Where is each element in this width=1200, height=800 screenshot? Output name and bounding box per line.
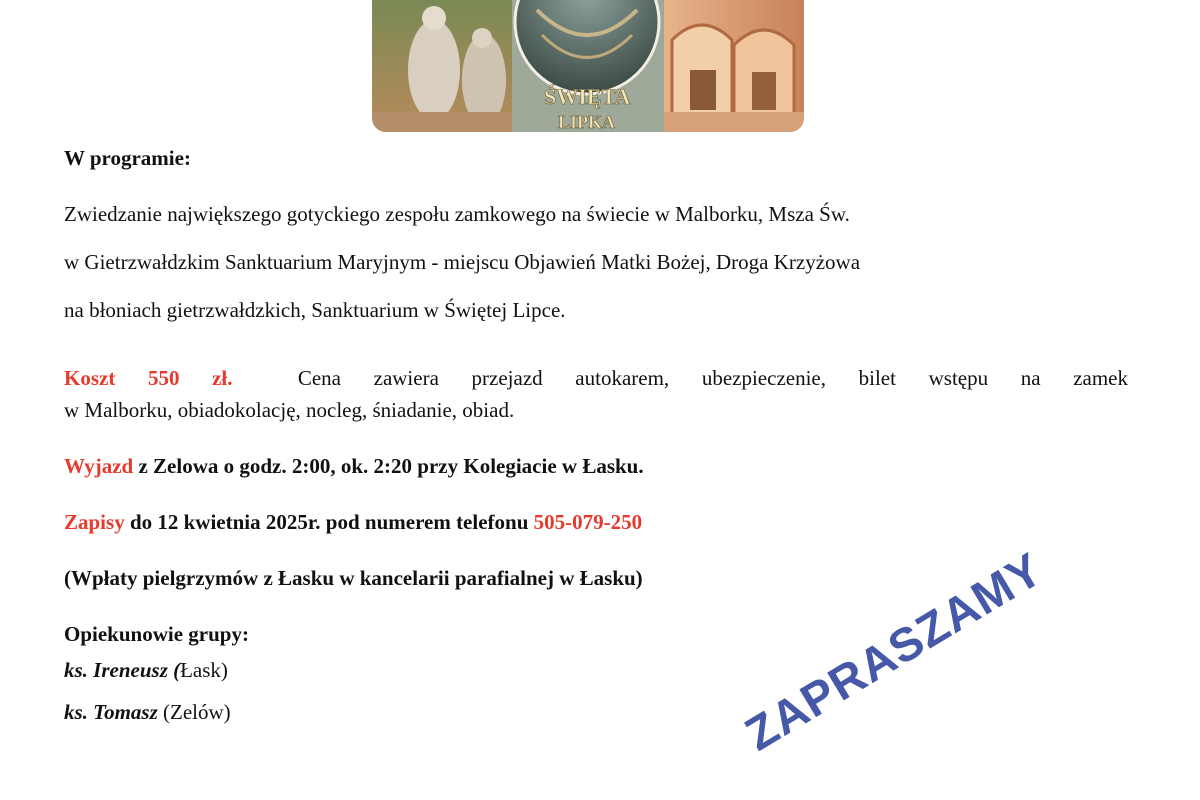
registration-line bbox=[64, 508, 642, 536]
statue-left bbox=[408, 20, 460, 120]
departure-label: Wyjazd bbox=[64, 454, 134, 478]
collage-caption-line2: LIPKA bbox=[558, 112, 616, 132]
guardians-heading: Opiekunowie grupy: bbox=[64, 622, 249, 646]
guardian-name: ks. Ireneusz ( bbox=[64, 658, 181, 682]
departure-line bbox=[64, 452, 644, 480]
program-line-3: na błoniach gietrzwałdzkich, Sanktuarium w Świętej Lipce. bbox=[64, 298, 566, 322]
sanctuary-collage-image bbox=[372, 0, 804, 132]
guardian-place: Łask) bbox=[180, 658, 228, 682]
registration-phone: 505-079-250 bbox=[533, 510, 643, 534]
guardian-item bbox=[64, 698, 231, 726]
stamp-text: ZAPRASZAMY bbox=[735, 541, 1052, 761]
cost-label: Koszt 550 zł. bbox=[64, 366, 233, 390]
guardian-item bbox=[64, 656, 228, 684]
cost-description-2: w Malborku, obiadokolację, nocleg, śniadanie, obiad. bbox=[64, 398, 515, 422]
program-line-2: w Gietrzwałdzkim Sanktuarium Maryjnym - miejscu Objawień Matki Bożej, Droga Krzyżowa bbox=[64, 250, 861, 274]
cost-description-1: Cena zawiera przejazd autokarem, ubezpieczenie, bilet wstępu na zamek bbox=[297, 366, 1129, 390]
guardian-place: (Zelów) bbox=[157, 700, 231, 724]
registration-text: do 12 kwietnia 2025r. pod numerem telefonu bbox=[129, 510, 529, 534]
zapraszamy-stamp bbox=[718, 530, 1138, 790]
cost-line-1 bbox=[64, 364, 1128, 392]
program-line-1: Zwiedzanie największego gotyckiego zespołu zamkowego na świecie w Malborku, Msza Św. bbox=[64, 202, 850, 226]
departure-text: z Zelowa o godz. 2:00, ok. 2:20 przy Kolegiacie w Łasku. bbox=[138, 454, 644, 478]
guardian-name: ks. Tomasz bbox=[64, 700, 158, 724]
registration-label: Zapisy bbox=[64, 510, 125, 534]
collage-caption-line1: ŚWIĘTA bbox=[544, 84, 631, 109]
program-heading: W programie: bbox=[64, 146, 191, 170]
payments-note: (Wpłaty pielgrzymów z Łasku w kancelarii parafialnej w Łasku) bbox=[64, 566, 643, 590]
